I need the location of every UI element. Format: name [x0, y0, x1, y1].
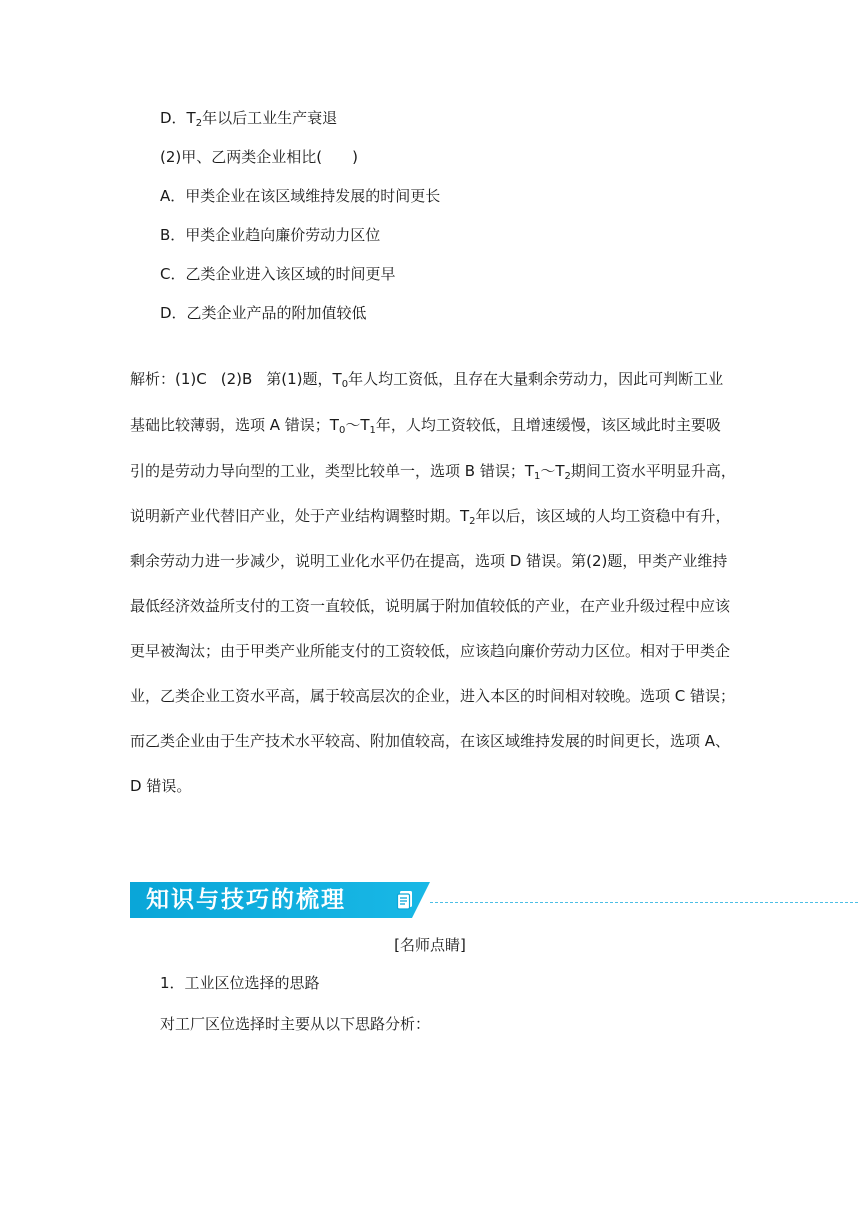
option-d-prev: D．$T_2$年以后工业生产衰退: [160, 109, 338, 129]
intro-text: 对工厂区位选择时主要从以下思路分析：: [160, 1015, 431, 1033]
analysis-line-7: 更早被淘汰；由于甲类产业所能支付的工资较低，应该趋向廉价劳动力区位。相对于甲类企: [130, 642, 731, 660]
analysis-line-2: 基础比较薄弱，选项 A 错误；$T_0\sim T_1$年，人均工资较低，且增速缓慢，该区域此时主要吸: [130, 416, 721, 436]
analysis-line-8: 业，乙类企业工资水平高，属于较高层次的企业，进入本区的时间相对较晚。选项 C 错误；: [130, 687, 736, 705]
option-b: B．甲类企业趋向廉价劳动力区位: [160, 226, 381, 244]
banner-title: 知识与技巧的梳理: [146, 887, 346, 913]
option-a: A．甲类企业在该区域维持发展的时间更长: [160, 187, 441, 205]
analysis-line-10: D 错误。: [130, 777, 192, 795]
heading-1: 1．工业区位选择的思路: [160, 974, 320, 992]
option-c: C．乙类企业进入该区域的时间更早: [160, 265, 396, 283]
analysis-line-1: 解析：(1)C (2)B 第(1)题，$T_0$年人均工资低，且存在大量剩余劳动力，因此可判断工业: [130, 370, 724, 390]
banner-dashed-line: [430, 902, 858, 903]
analysis-line-3: 引的是劳动力导向型的工业，类型比较单一，选项 B 错误；$T_1\sim T_2$期间工资水平明显升高，: [130, 462, 736, 482]
subtitle: [名师点睛]: [394, 936, 466, 954]
analysis-line-9: 而乙类企业由于生产技术水平较高、附加值较高，在该区域维持发展的时间更长，选项 A、: [130, 732, 731, 750]
option-d: D．乙类企业产品的附加值较低: [160, 304, 367, 322]
document-icon: [394, 888, 418, 912]
analysis-line-6: 最低经济效益所支付的工资一直较低，说明属于附加值较低的产业，在产业升级过程中应该: [130, 597, 731, 615]
analysis-line-4: 说明新产业代替旧产业，处于产业结构调整时期。$T_2$年以后，该区域的人均工资稳中有升，: [130, 507, 731, 527]
analysis-line-5: 剩余劳动力进一步减少，说明工业化水平仍在提高，选项 D 错误。第(2)题，甲类产业维持: [130, 552, 728, 570]
question-2-stem: (2)甲、乙两类企业相比( ): [160, 148, 358, 166]
